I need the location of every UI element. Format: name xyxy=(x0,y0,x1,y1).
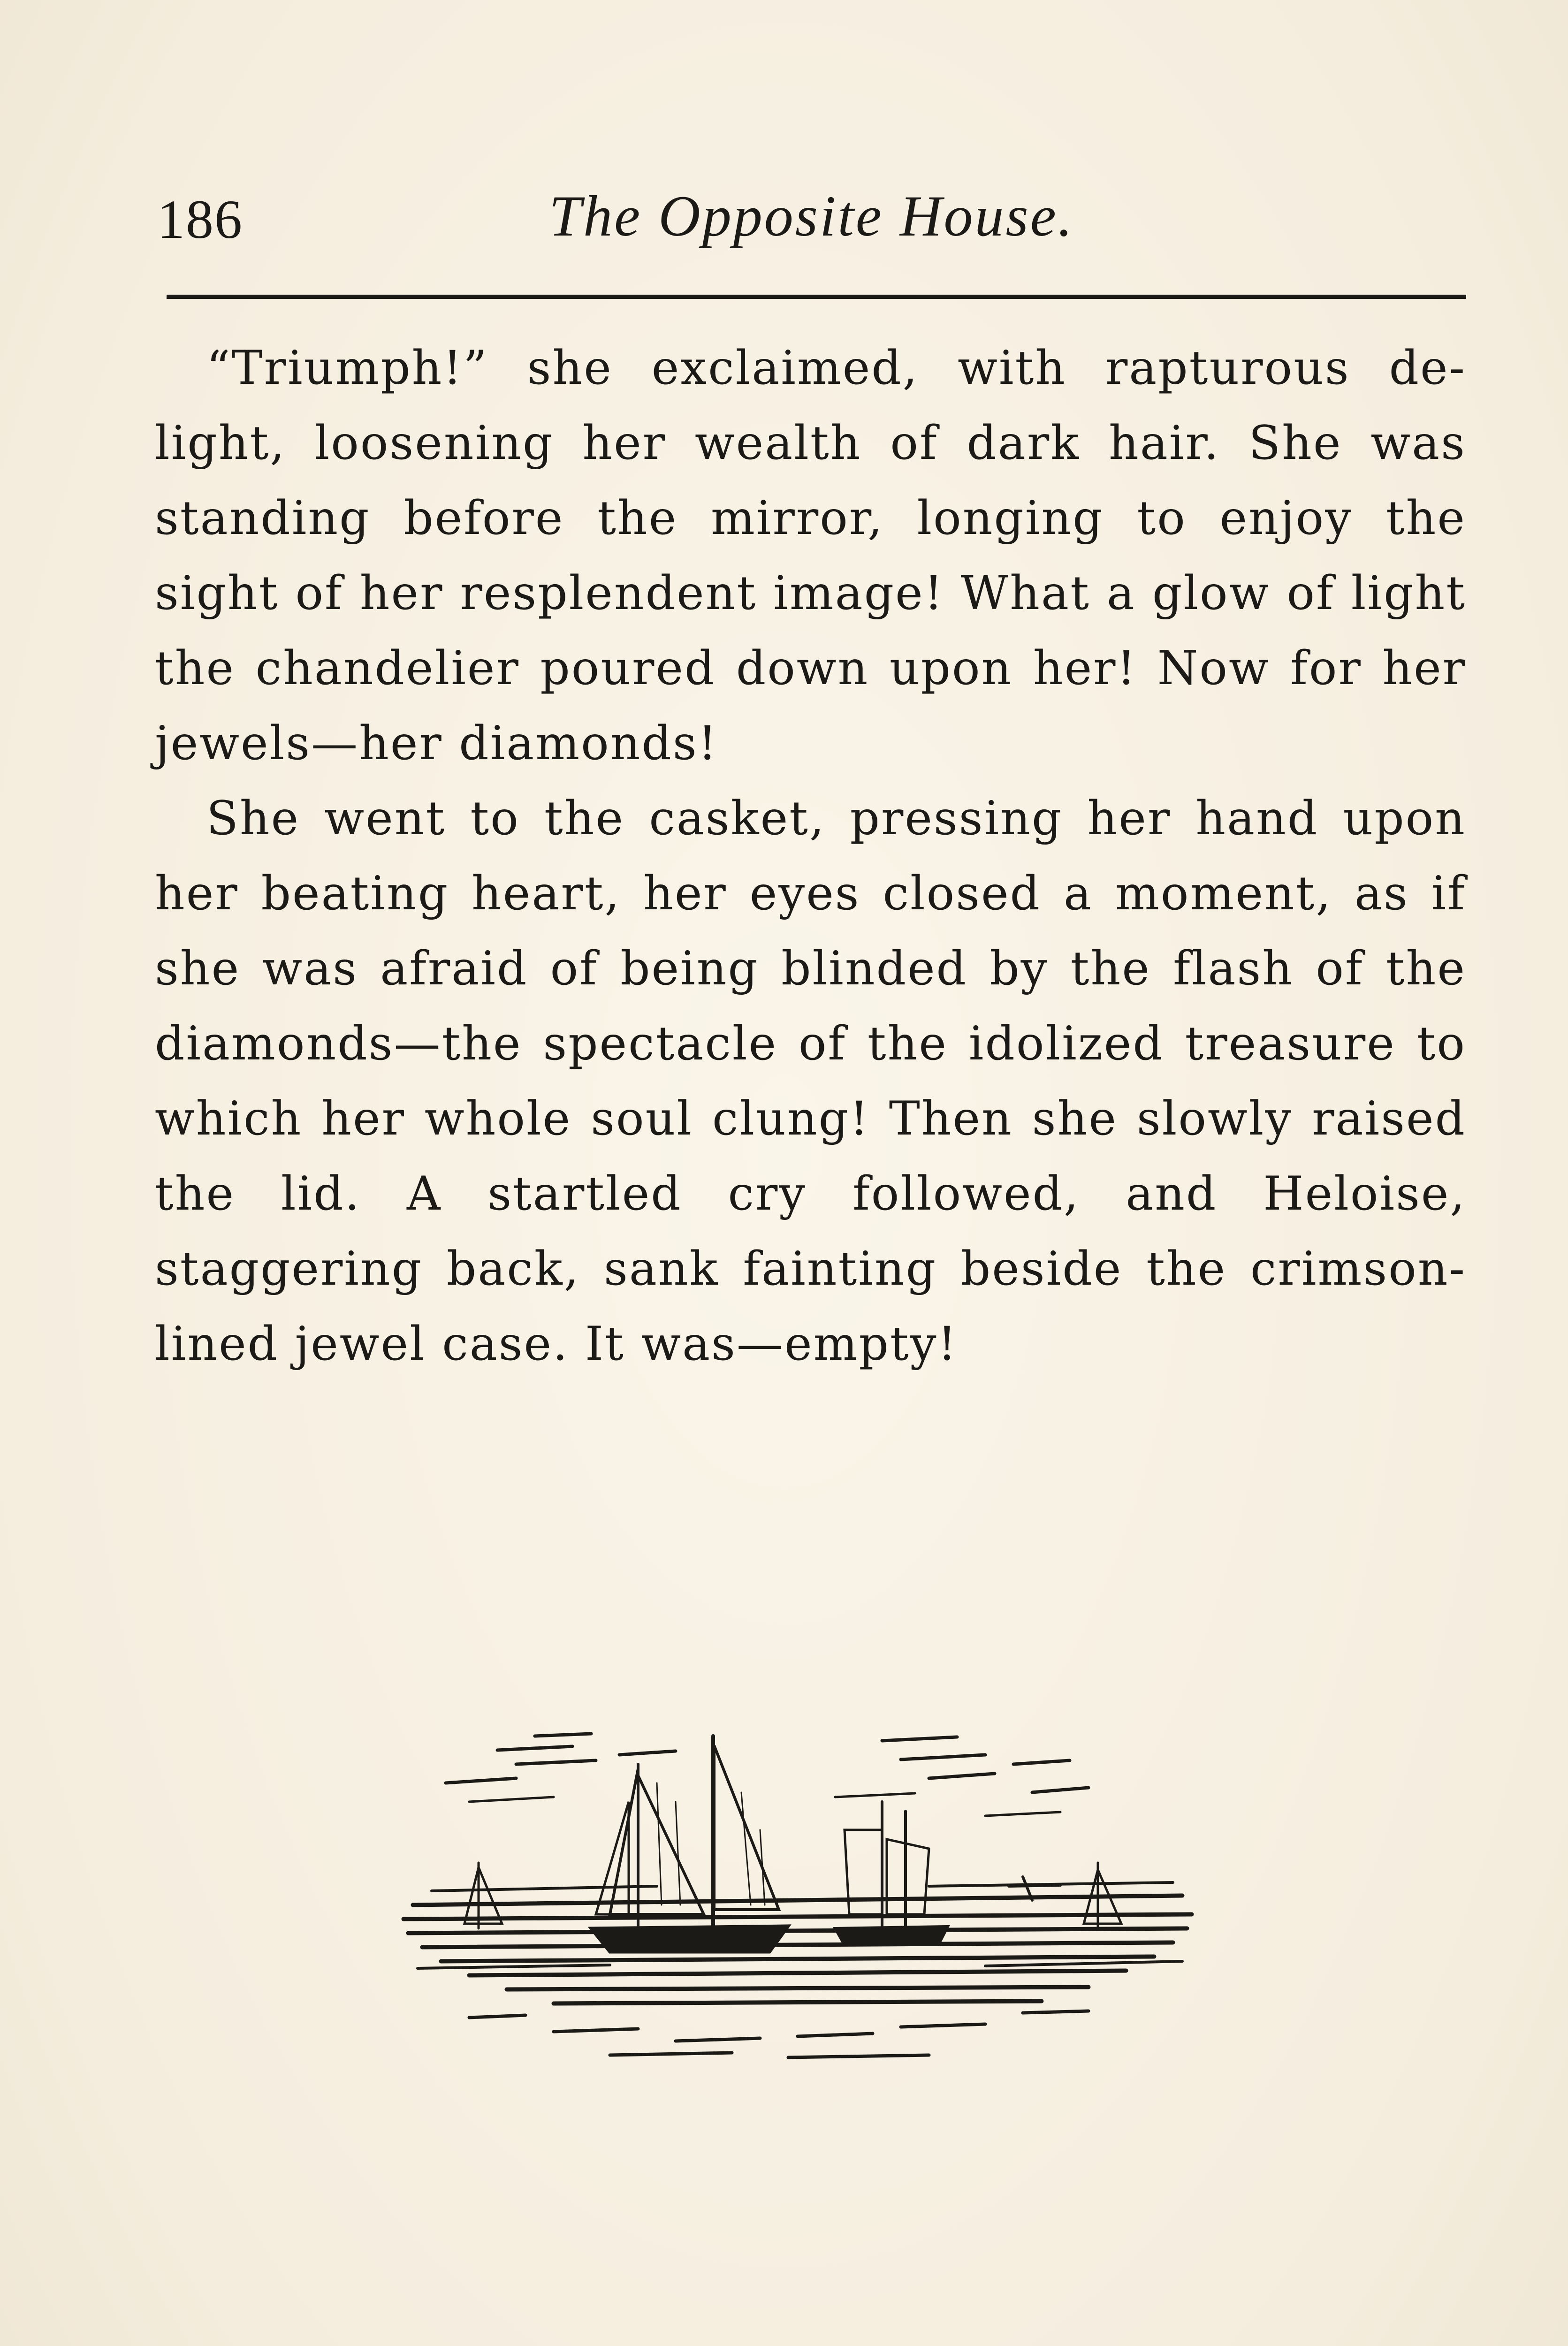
paragraph-1: “Triumph!” she exclaimed, with rapturous de-light, loosening her wealth of dark hair. She was standing before the mirror, longing to enjoy the sight of her resplendent image! What a glow of light the chandelier poured down upon her! Now for her jewels—her diamonds! xyxy=(155,341,1466,770)
paragraph-2: She went to the casket, pressing her hand upon her beating heart, her eyes closed a moment, as if she was afraid of being blinded by the flash of the diamonds—the spectacle of the idolized treasure to which her whole soul clung! Then she slowly raised the lid. A startled cry followed, and Heloise, staggering back, sank fainting beside the crimson-lined jewel case. It was—empty! xyxy=(155,792,1466,1371)
page-header xyxy=(157,178,1466,258)
page-number: 186 xyxy=(157,189,243,250)
sailing-ships-vignette-icon xyxy=(375,1708,1220,2074)
header-rule xyxy=(167,295,1466,299)
running-title: The Opposite House. xyxy=(549,184,1074,248)
body-text xyxy=(155,331,1466,1382)
